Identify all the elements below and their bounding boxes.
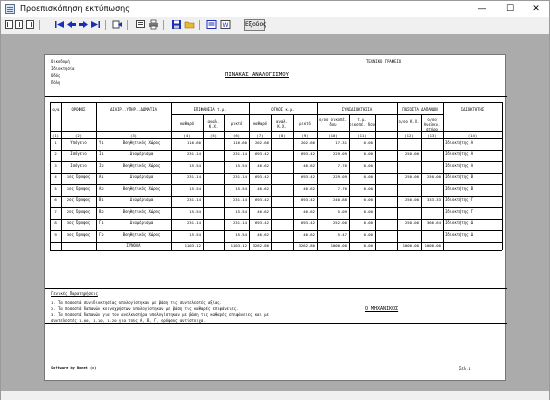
row-number: 8 xyxy=(54,220,57,225)
row-plot-sqm: 0.00 xyxy=(363,162,373,168)
row-plot-permille: 229.09 xyxy=(332,151,347,156)
row-area-net: 116.60 xyxy=(186,139,201,145)
row-owner: Ιδιοκτήτης Β xyxy=(445,174,474,179)
row-area-net: 231.14 xyxy=(186,151,201,156)
row-plot-sqm: 0.00 xyxy=(363,231,373,237)
row-floor: Ισόγειο xyxy=(70,151,87,156)
row-number: 3 xyxy=(54,162,57,168)
close-button[interactable]: ✕ xyxy=(532,4,540,14)
column-number: (1) xyxy=(51,133,60,138)
row-plot-sqm: 0.00 xyxy=(363,208,373,214)
row-code: Γ1 xyxy=(99,220,104,225)
row-volume-gross: 46.62 xyxy=(303,185,315,191)
column-number: (13) xyxy=(427,133,437,138)
row-volume-gross: 693.42 xyxy=(300,197,315,202)
row-code: Β1 xyxy=(99,197,104,202)
row-volume-net: 693.42 xyxy=(254,197,269,202)
row-area-net: 15.54 xyxy=(189,185,201,191)
section-rule xyxy=(45,288,507,289)
section-rule xyxy=(45,323,507,324)
toolbar-separator xyxy=(127,20,128,30)
row-common-permille: 250.00 xyxy=(404,220,419,225)
row-plot-permille: 229.09 xyxy=(332,174,347,179)
row-plot-sqm: 0.00 xyxy=(363,220,373,225)
row-description: Διαμέρισμα xyxy=(129,197,154,202)
table-rule xyxy=(397,114,443,115)
row-floor: 1ος Όροφος xyxy=(66,185,91,191)
row-area-gross: 231.14 xyxy=(232,151,247,156)
export-icon[interactable] xyxy=(206,19,217,30)
row-volume-net: 46.62 xyxy=(257,231,269,237)
column-number: (3) xyxy=(129,133,138,138)
row-floor: Ισόγειο xyxy=(70,162,87,168)
open-folder-icon[interactable] xyxy=(184,19,195,30)
row-area-net: 231.14 xyxy=(186,220,201,225)
row-number: 6 xyxy=(54,197,57,202)
row-elevator-permille: 333.33 xyxy=(426,197,441,202)
column-number: (7) xyxy=(256,133,264,138)
prev-record-icon[interactable] xyxy=(66,19,77,30)
zoom-icon[interactable] xyxy=(135,19,146,30)
table-rule xyxy=(443,102,444,250)
table-rule xyxy=(171,114,249,115)
row-plot-permille: 252.00 xyxy=(332,220,347,225)
print-icon[interactable] xyxy=(148,19,159,30)
row-area-net: 15.54 xyxy=(189,162,201,168)
office-label: ΤΕΧΝΙΚΟ ΓΡΑΦΕΙΟ xyxy=(366,59,402,64)
table-rule xyxy=(50,250,502,251)
subheader-elevator-permille: ο/οο Ανελκυ- στήρα xyxy=(423,117,441,132)
last-record-icon[interactable] xyxy=(90,19,101,30)
row-floor: 2ος Όροφος xyxy=(66,208,91,214)
row-owner: Ιδιοκτήτης Β xyxy=(445,185,474,191)
row-plot-sqm: 0.00 xyxy=(363,151,373,156)
next-record-icon[interactable] xyxy=(78,19,89,30)
row-area-gross: 15.54 xyxy=(235,162,247,168)
table-border xyxy=(502,102,503,250)
totals-area-gross: 1103.12 xyxy=(230,243,247,248)
row-common-permille: 250.00 xyxy=(404,197,419,202)
header-area: ΕΠΙΦΑΝΕΙΑ τ.μ. xyxy=(193,107,227,112)
header-expense-pct: ΠΟΣΟΣΤΑ ΔΑΠΑΝΩΝ xyxy=(402,107,438,112)
row-elevator-permille: 366.64 xyxy=(426,220,441,225)
column-number: (8) xyxy=(278,133,286,138)
row-number: 9 xyxy=(54,231,57,237)
row-plot-sqm: 0.00 xyxy=(363,185,373,191)
prev-page-icon[interactable] xyxy=(14,19,25,30)
subheader-volume-gross: μικτό xyxy=(299,121,311,126)
row-volume-gross: 46.62 xyxy=(303,162,315,168)
row-floor: 3ος Όροφος xyxy=(66,231,91,237)
row-plot-sqm: 0.00 xyxy=(363,139,373,145)
first-record-icon[interactable] xyxy=(54,19,65,30)
subheader-common-permille: ο/οο Κ.Χ. xyxy=(398,119,420,124)
row-volume-gross: 693.42 xyxy=(300,174,315,179)
table-rule xyxy=(96,102,97,250)
row-floor: 1ος Όροφος xyxy=(66,174,91,179)
totals-plot-sqm: 0.00 xyxy=(363,243,373,248)
row-description: Βοηθητικός Χώρος xyxy=(122,139,161,145)
column-number: (11) xyxy=(357,133,367,138)
row-area-net: 231.14 xyxy=(186,174,201,179)
row-description: Βοηθητικός Χώρος xyxy=(122,185,161,191)
row-area-net: 231.14 xyxy=(186,197,201,202)
row-volume-net: 46.62 xyxy=(257,162,269,168)
subheader-volume-net: καθαρό xyxy=(252,121,268,126)
minimize-button[interactable]: — xyxy=(477,4,487,14)
row-volume-gross: 202.66 xyxy=(300,139,315,145)
row-area-gross: 231.14 xyxy=(232,197,247,202)
header-description: ΔΙΑΙΡ.-ΥΠΗΡ.-ΔΩΜΑΤΙΑ xyxy=(110,107,157,112)
row-plot-permille: 7.70 xyxy=(337,185,347,191)
toolbar xyxy=(1,18,549,33)
next-page-icon[interactable] xyxy=(25,19,36,30)
row-volume-net: 46.62 xyxy=(257,208,269,214)
goto-page-icon[interactable] xyxy=(112,19,123,30)
row-floor: 3ος Όροφος xyxy=(66,220,91,225)
header-floor: ΟΡΟΦΟΣ xyxy=(71,107,86,112)
subheader-area-gross: μικτό xyxy=(230,121,243,126)
note-line: 1. Τα ποσοστά συνιδιοκτησίας υπολογίστηκαν με βάση τις συντελεστές αξίας. xyxy=(51,300,222,305)
row-area-gross: 231.14 xyxy=(232,174,247,179)
row-owner: Ιδιοκτήτης Α xyxy=(445,162,474,168)
header-aa: α/α xyxy=(52,107,60,112)
subheader-volume-share: αναλ. Κ.Χ. xyxy=(276,119,288,129)
save-icon[interactable] xyxy=(171,19,182,30)
column-number: (14) xyxy=(467,133,478,138)
row-number: 4 xyxy=(54,174,57,179)
column-number: (4) xyxy=(183,133,191,138)
row-description: Βοηθητικός Χώρος xyxy=(122,231,161,237)
row-plot-sqm: 0.00 xyxy=(363,197,373,202)
row-common-permille: 250.00 xyxy=(404,174,419,179)
row-plot-sqm: 0.00 xyxy=(363,174,373,179)
note-line: συντελεστές 1.00, 1.10, 1.20 για τους Α, Β, Γ, ορόφους αντίστοιχα. xyxy=(51,318,206,323)
column-number: (12) xyxy=(404,133,414,138)
header-owner: ΙΔΙΟΚΤΗΤΗΣ xyxy=(460,107,485,112)
owner-label-street: Οδός xyxy=(51,73,61,78)
table-border xyxy=(50,102,502,103)
svg-text:W: W xyxy=(222,22,229,29)
row-owner: Ιδιοκτήτης Γ xyxy=(445,208,474,214)
column-number: (6) xyxy=(232,133,241,138)
toolbar-separator xyxy=(199,20,200,30)
subheader-area-net: καθαρό xyxy=(179,121,195,126)
row-plot-permille: 5.09 xyxy=(337,208,347,214)
note-line: 3. Τα ποσοστά δαπανών για τον ανελκυστήρα υπολογίστηκαν με βάση τις καθαρές επιφάνειες και με xyxy=(51,312,269,317)
notes-title: Γενικές Παρατηρήσεις xyxy=(51,291,98,296)
row-owner: Ιδιοκτήτης Α xyxy=(445,151,474,156)
totals-volume-gross: 3262.80 xyxy=(298,243,315,248)
row-volume-net: 693.42 xyxy=(254,220,269,225)
table-rule xyxy=(317,114,397,115)
row-code: Α2 xyxy=(99,185,104,191)
section-rule xyxy=(45,96,507,97)
row-floor: 2ος Όροφος xyxy=(66,197,91,202)
row-volume-net: 693.42 xyxy=(254,151,269,156)
page-number: Σελ.1 xyxy=(459,366,471,371)
totals-area-net: 1103.12 xyxy=(184,243,201,248)
engineer-label: Ο ΜΗΧΑΝΙΚΟΣ xyxy=(365,306,399,312)
row-plot-permille: 17.31 xyxy=(335,139,347,145)
note-line: 2. Τα ποσοστά δαπανών κοινοχρήστων υπολογίστηκαν με βάση τις καθαρές επιφάνειες. xyxy=(51,306,239,311)
row-number: 7 xyxy=(54,208,57,214)
app-icon xyxy=(5,4,15,14)
exit-button[interactable]: Εξοδος xyxy=(244,19,265,31)
row-number: 5 xyxy=(54,185,57,191)
report-page xyxy=(44,54,506,381)
row-description: Βοηθητικός Χώρος xyxy=(122,208,161,214)
word-icon[interactable] xyxy=(220,19,231,30)
row-code: Ι2 xyxy=(99,162,104,168)
row-area-gross: 15.54 xyxy=(235,208,247,214)
row-area-net: 15.54 xyxy=(189,208,201,214)
maximize-button[interactable]: ☐ xyxy=(505,4,515,14)
row-code: Ι1 xyxy=(99,151,104,156)
subheader-area-share: αναλ. Κ.Χ. xyxy=(207,119,220,129)
row-code: Α1 xyxy=(99,174,104,179)
row-area-gross: 116.60 xyxy=(232,139,247,145)
window-title: Προεπισκόπηση εκτύπωσης xyxy=(20,4,130,13)
row-number: 1 xyxy=(54,139,57,145)
table-rule xyxy=(249,114,317,115)
report-title: ΠΙΝΑΚΑΣ ΑΝΑΛΟΓΙΣΜΟΥ xyxy=(225,72,289,78)
header-co-ownership: ΣΥΝΙΔΙΟΚΤΗΣΙΑ xyxy=(341,107,373,112)
title-bar xyxy=(1,1,549,17)
row-volume-gross: 693.42 xyxy=(300,151,315,156)
totals-label: ΣΥΝΟΛΑ xyxy=(126,243,141,248)
row-plot-permille: 240.88 xyxy=(332,197,347,202)
totals-elevator-permille: 1000.00 xyxy=(424,243,441,248)
row-volume-net: 693.42 xyxy=(254,174,269,179)
row-owner: Ιδιοκτήτης Δ xyxy=(445,231,474,237)
totals-plot-permille: 1000.00 xyxy=(330,243,347,248)
row-plot-permille: 5.47 xyxy=(337,231,347,237)
footer-software: Software by Bonet (c) xyxy=(51,366,97,370)
column-number: (9) xyxy=(301,133,309,138)
row-area-gross: 15.54 xyxy=(235,231,247,237)
row-code: Β2 xyxy=(99,208,104,214)
horizontal-scrollbar[interactable] xyxy=(1,391,549,400)
subheader-plot-sqm: τ.μ. οικοπέ- δου xyxy=(349,117,375,127)
preview-viewport[interactable] xyxy=(1,34,549,391)
row-owner: Ιδιοκτήτης Δ xyxy=(445,220,474,225)
header-volume: ΟΓΚΟΣ κ.μ. xyxy=(271,107,295,112)
row-volume-net: 46.62 xyxy=(257,185,269,191)
row-description: Διαμέρισμα xyxy=(129,220,154,225)
row-owner: Ιδιοκτήτης Α xyxy=(445,139,474,145)
column-number: (2) xyxy=(74,133,83,138)
row-description: Διαμέρισμα xyxy=(129,174,154,179)
totals-volume-net: 3262.80 xyxy=(252,243,269,248)
toolbar-separator xyxy=(39,20,40,30)
row-code: Υ1 xyxy=(99,139,104,145)
column-number: (5) xyxy=(209,133,218,138)
row-area-gross: 15.54 xyxy=(235,185,247,191)
owner-label-building: Οικοδομή xyxy=(51,59,70,64)
totals-common-permille: 1000.00 xyxy=(402,243,419,248)
row-volume-gross: 46.62 xyxy=(303,208,315,214)
row-volume-gross: 46.62 xyxy=(303,231,315,237)
row-number: 2 xyxy=(54,151,57,156)
row-volume-net: 202.66 xyxy=(254,139,269,145)
row-common-permille: 250.00 xyxy=(404,151,419,156)
toolbar-separator xyxy=(105,20,106,30)
row-plot-permille: 7.70 xyxy=(337,162,347,168)
row-description: Βοηθητικός Χώρος xyxy=(122,162,161,168)
row-area-net: 15.54 xyxy=(189,231,201,237)
row-area-gross: 231.14 xyxy=(232,220,247,225)
column-number: (10) xyxy=(328,133,338,138)
owner-label-city: Πόλη xyxy=(51,80,61,85)
toolbar-separator xyxy=(163,20,164,30)
subheader-plot-permille: ο/οο οικοπέ- δου xyxy=(318,117,348,127)
row-volume-gross: 693.42 xyxy=(300,220,315,225)
row-floor: Υπόγειο xyxy=(70,139,87,145)
row-description: Διαμέρισμα xyxy=(129,151,154,156)
row-owner: Ιδιοκτήτης Γ xyxy=(445,197,474,202)
row-code: Γ2 xyxy=(99,231,104,237)
owner-label-property: Ιδιοκτησία xyxy=(51,66,75,71)
row-elevator-permille: 250.00 xyxy=(426,174,441,179)
